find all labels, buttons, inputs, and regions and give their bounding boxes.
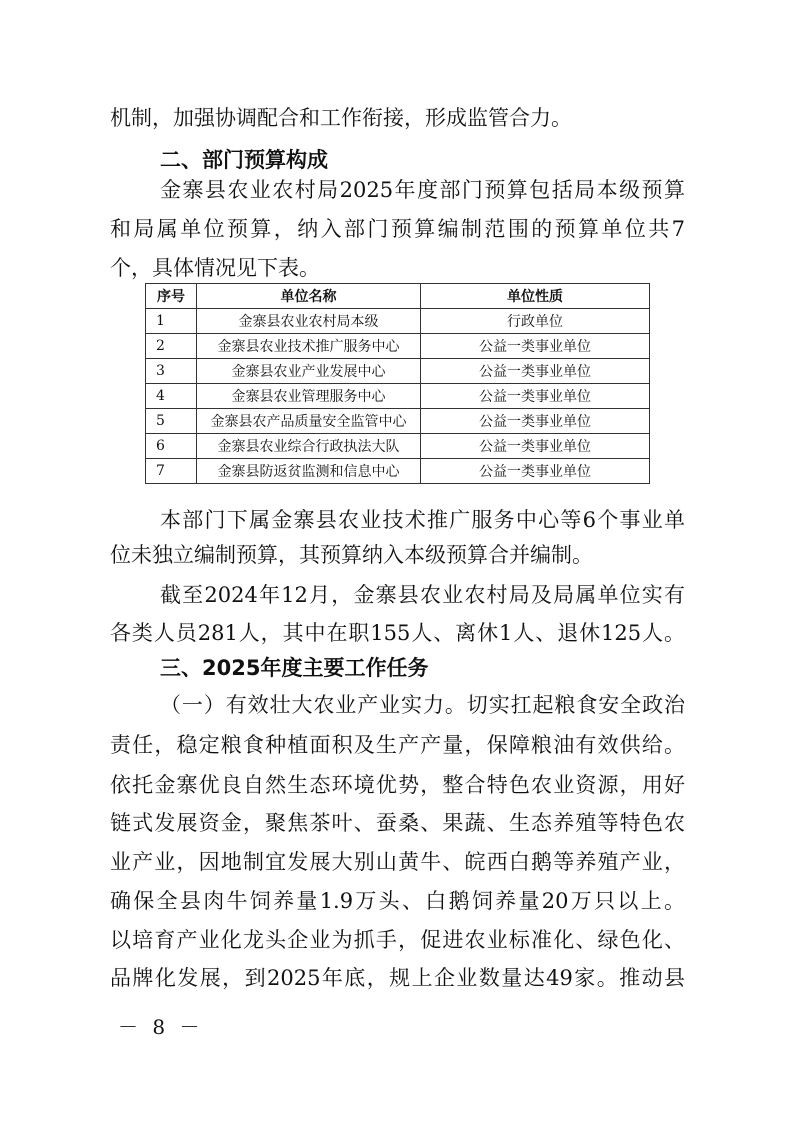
paragraph-line: 位未独立编制预算，其预算纳入本级预算合并编制。 xyxy=(110,543,593,567)
table-row xyxy=(146,309,650,334)
table-row xyxy=(146,384,650,409)
paragraph-line: （一）有效壮大农业产业实力。切实扛起粮食安全政治 xyxy=(160,693,685,717)
header-nature: 单位性质 xyxy=(421,284,650,309)
cell-name: 金寨县农业产业发展中心 xyxy=(197,359,421,384)
paragraph-line: 品牌化发展，到2025年底，规上企业数量达49家。推动县 xyxy=(110,966,685,990)
cell-seq: 4 xyxy=(146,384,197,409)
table-row xyxy=(146,459,650,484)
cell-seq: 1 xyxy=(146,309,197,334)
table-row xyxy=(146,359,650,384)
cell-seq: 6 xyxy=(146,434,197,459)
paragraph-line: 截至2024年12月，金寨县农业农村局及局属单位实有 xyxy=(160,583,685,607)
cell-seq: 2 xyxy=(146,334,197,359)
table-header-row xyxy=(146,284,650,309)
budget-units-table xyxy=(145,283,650,484)
paragraph-line: 和局属单位预算，纳入部门预算编制范围的预算单位共7 xyxy=(110,217,685,241)
cell-nature: 行政单位 xyxy=(421,309,650,334)
table-row xyxy=(146,434,650,459)
cell-name: 金寨县农产品质量安全监管中心 xyxy=(197,409,421,434)
paragraph-line: 依托金寨优良自然生态环境优势，整合特色农业资源，用好 xyxy=(110,773,685,797)
table-row xyxy=(146,334,650,359)
paragraph-line: 金寨县农业农村局2025年度部门预算包括局本级预算 xyxy=(160,178,685,202)
section-heading-3: 三、2025年度主要工作任务 xyxy=(160,656,429,680)
table-row xyxy=(146,409,650,434)
cell-name: 金寨县农业技术推广服务中心 xyxy=(197,334,421,359)
cell-nature: 公益一类事业单位 xyxy=(421,434,650,459)
paragraph-line: 本部门下属金寨县农业技术推广服务中心等6个事业单 xyxy=(160,508,685,532)
cell-name: 金寨县农业综合行政执法大队 xyxy=(197,434,421,459)
paragraph-line: 各类人员281人，其中在职155人、离休1人、退休125人。 xyxy=(110,621,685,645)
paragraph-line: 责任，稳定粮食种植面积及生产产量，保障粮油有效供给。 xyxy=(110,733,685,757)
paragraph-line: 链式发展资金，聚焦茶叶、蚕桑、果蔬、生态养殖等特色农 xyxy=(110,811,685,835)
cell-name: 金寨县农业管理服务中心 xyxy=(197,384,421,409)
cell-name: 金寨县农业农村局本级 xyxy=(197,309,421,334)
cell-nature: 公益一类事业单位 xyxy=(421,384,650,409)
cell-seq: 5 xyxy=(146,409,197,434)
paragraph-line: 个，具体情况见下表。 xyxy=(110,256,320,280)
cell-nature: 公益一类事业单位 xyxy=(421,459,650,484)
paragraph-line: 机制，加强协调配合和工作衔接，形成监管合力。 xyxy=(110,106,572,130)
cell-nature: 公益一类事业单位 xyxy=(421,359,650,384)
cell-seq: 7 xyxy=(146,459,197,484)
page-number: － 8 － xyxy=(118,1015,204,1039)
header-name: 单位名称 xyxy=(197,284,421,309)
paragraph-line: 以培育产业化龙头企业为抓手，促进农业标准化、绿色化、 xyxy=(110,928,685,952)
cell-nature: 公益一类事业单位 xyxy=(421,409,650,434)
cell-nature: 公益一类事业单位 xyxy=(421,334,650,359)
section-heading-2: 二、部门预算构成 xyxy=(160,148,328,172)
header-seq: 序号 xyxy=(146,284,197,309)
cell-name: 金寨县防返贫监测和信息中心 xyxy=(197,459,421,484)
cell-seq: 3 xyxy=(146,359,197,384)
paragraph-line: 业产业，因地制宜发展大别山黄牛、皖西白鹅等养殖产业， xyxy=(110,850,685,874)
paragraph-line: 确保全县肉牛饲养量1.9万头、白鹅饲养量20万只以上。 xyxy=(110,889,685,913)
